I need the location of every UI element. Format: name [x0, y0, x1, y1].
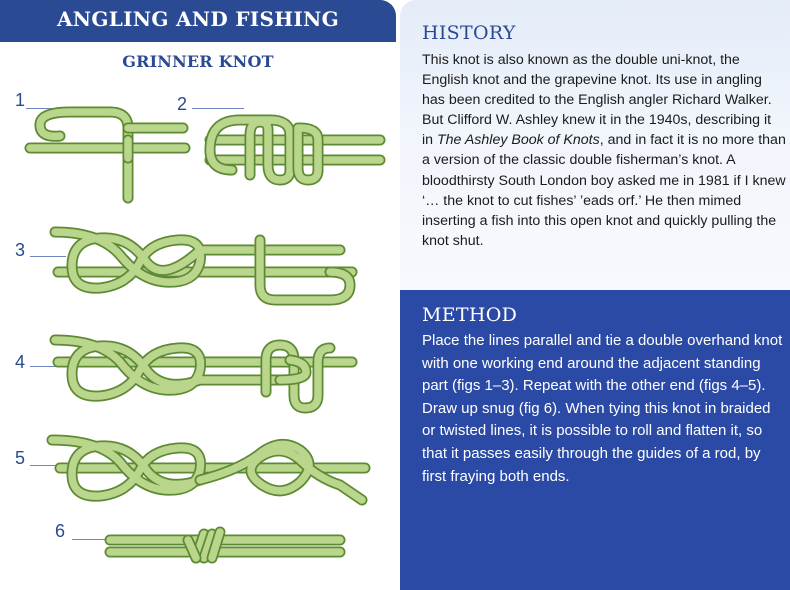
figure-number-5: 5: [15, 448, 26, 468]
figure-number-6: 6: [55, 521, 66, 541]
figure-4-illustration: [55, 340, 352, 408]
history-panel: [400, 0, 790, 290]
method-panel: [400, 290, 790, 590]
method-heading: METHOD: [422, 304, 518, 326]
figure-2-illustration: [210, 120, 380, 180]
figure-number-2: 2: [177, 94, 188, 114]
figure-1-illustration: [30, 112, 185, 198]
section-title: ANGLING AND FISHING: [56, 7, 340, 31]
history-text-part-1: This knot is also known as the double uni-knot, the English knot and the grapevine knot. Its use in angling has been credited to the English angler Richard Walker. But Clifford W. Ashley knew it in the 1940s, describing it in: [422, 52, 772, 149]
figure-number-1: 1: [15, 90, 26, 110]
history-text: [422, 50, 786, 251]
method-text: Place the lines parallel and tie a double overhand knot with one working end around the adjacent standing part (figs 1–3). Repeat with the other end (figs 4–5). Draw up snug (fig 6). When tying this knot in braided or twisted lines, it is possible to roll and flatten it, so that it passes easily through the guides of a rod, by first fraying both ends.: [422, 332, 783, 485]
knot-title: GRINNER KNOT: [122, 52, 274, 71]
figure-6-illustration: [110, 532, 340, 558]
history-heading: HISTORY: [422, 22, 516, 44]
history-text-part-2: , and in fact it is no more than a version of the classic double fisherman’s knot. A bloodthirsty South London boy asked me in 1981 if I knew ‘… the knot to cut fishes’ ’eads orf.’ He then mimed inserting a fish into this open knot and quickly pulling the knot shut.: [422, 132, 786, 249]
figure-5-illustration: [52, 440, 365, 500]
figure-3-illustration: [55, 232, 352, 300]
right-card: [400, 0, 790, 590]
book-title: The Ashley Book of Knots: [436, 132, 600, 149]
figure-number-3: 3: [15, 240, 26, 260]
figure-number-4: 4: [15, 352, 26, 372]
